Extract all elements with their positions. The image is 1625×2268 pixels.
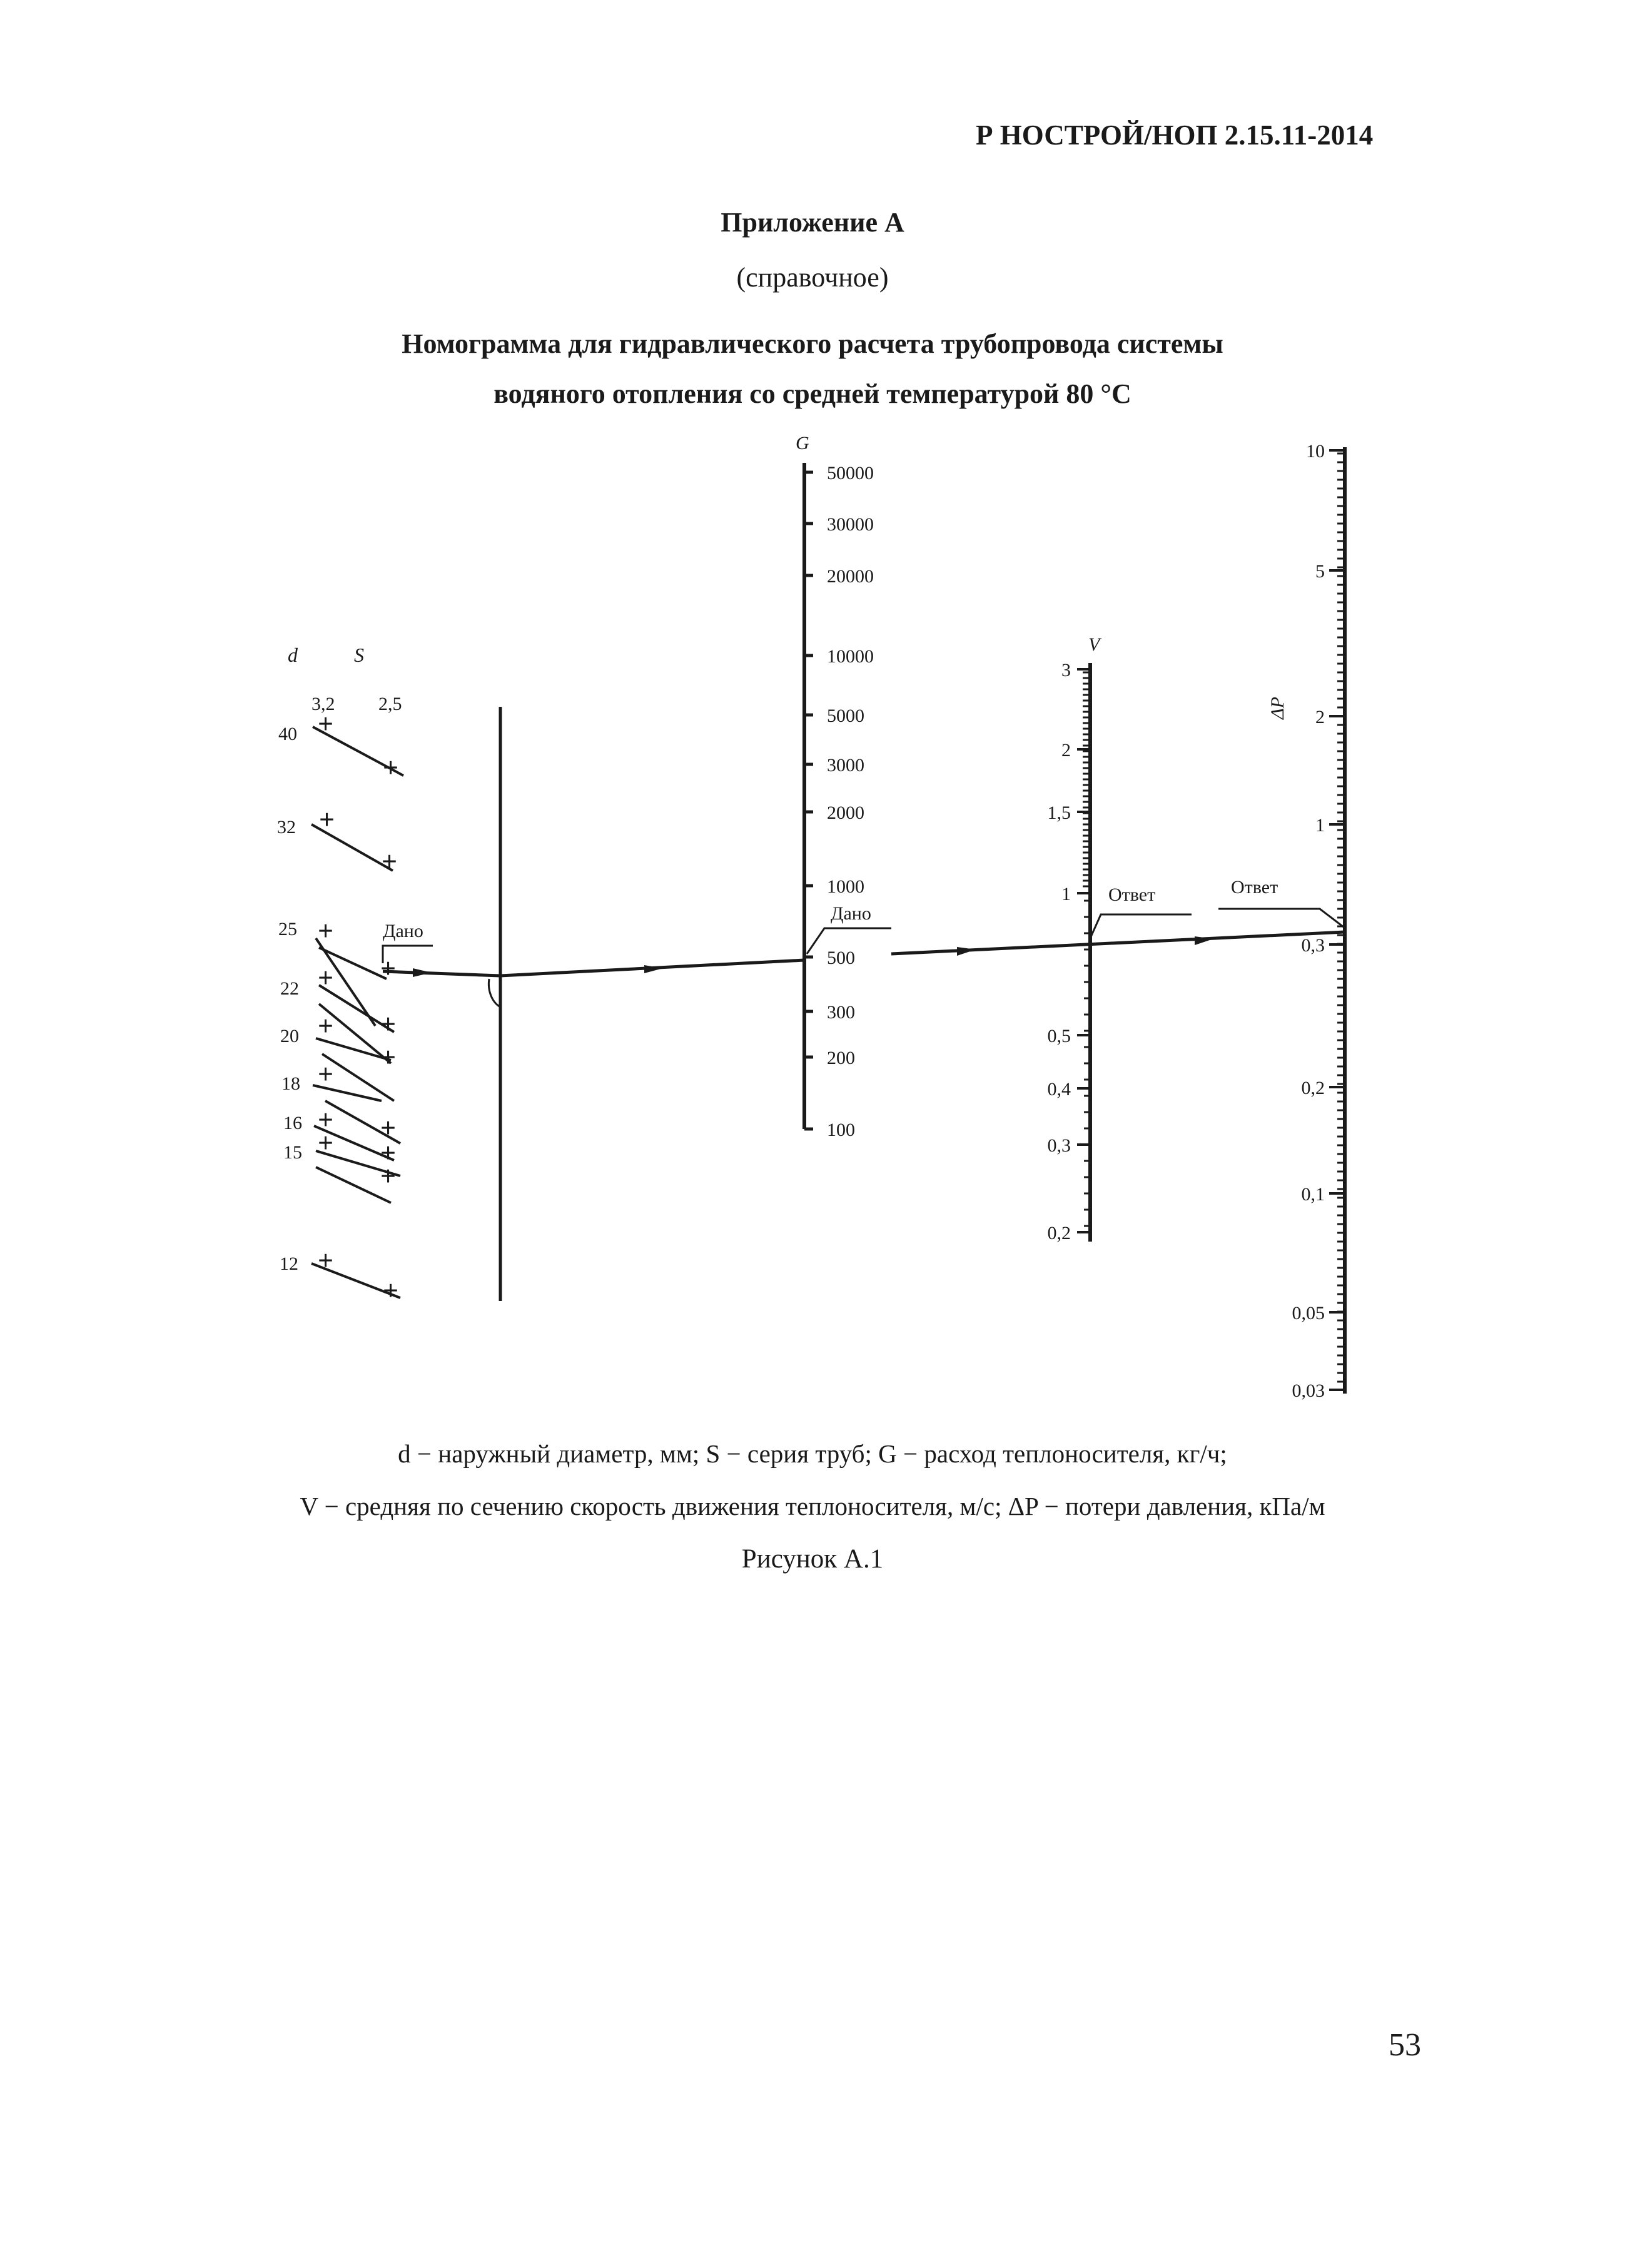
v-tick-1: 1 <box>1061 884 1071 904</box>
v-tick-3: 3 <box>1061 660 1071 681</box>
s-series-label-32: 3,2 <box>311 694 335 714</box>
svg-text:+: + <box>380 1042 397 1073</box>
svg-text:+: + <box>383 752 399 783</box>
d-label-16: 16 <box>283 1113 302 1133</box>
v-tick-labels <box>1048 660 1071 1243</box>
g-tick-5000: 5000 <box>827 706 864 726</box>
g-tick-2000: 2000 <box>827 802 864 823</box>
g-tick-100: 100 <box>827 1120 855 1140</box>
dp-scale-major-ticks <box>1329 450 1345 1390</box>
d-label-12: 12 <box>280 1253 298 1274</box>
d-label-15: 15 <box>283 1142 302 1163</box>
svg-text:+: + <box>380 953 397 984</box>
g-tick-1000: 1000 <box>827 876 864 897</box>
v-tick-0-4: 0,4 <box>1047 1079 1071 1100</box>
svg-text:+: + <box>380 1113 397 1143</box>
answer-leader-v <box>1090 914 1192 938</box>
dp-tick-5: 5 <box>1315 561 1325 582</box>
svg-text:+: + <box>380 1138 397 1168</box>
dp-axis-label: ΔP <box>1267 697 1288 719</box>
dp-tick-0-2: 0,2 <box>1301 1078 1325 1098</box>
v-tick-0-5: 0,5 <box>1047 1026 1071 1046</box>
v-tick-1-5: 1,5 <box>1047 802 1071 823</box>
svg-text:+: + <box>380 1009 397 1040</box>
svg-text:+: + <box>319 804 335 835</box>
g-tick-50000: 50000 <box>827 463 874 483</box>
d-label-18: 18 <box>281 1073 300 1094</box>
d-label-22: 22 <box>280 978 299 999</box>
s-axis-label: S <box>354 644 364 666</box>
v-tick-0-3: 0,3 <box>1047 1135 1071 1156</box>
g-tick-30000: 30000 <box>827 514 874 535</box>
svg-text:+: + <box>318 916 334 946</box>
given-label-g: Дано <box>831 903 871 924</box>
answer-label-v: Ответ <box>1108 884 1156 905</box>
svg-text:+: + <box>318 1245 334 1276</box>
d-axis-label: d <box>288 644 298 666</box>
dp-tick-0-03: 0,03 <box>1292 1380 1325 1401</box>
d-label-40: 40 <box>278 724 297 744</box>
d-label-20: 20 <box>280 1026 299 1046</box>
annex-type: (справочное) <box>736 262 889 293</box>
svg-text:+: + <box>318 1011 334 1041</box>
answer-leader-dp <box>1218 909 1344 927</box>
dp-tick-1: 1 <box>1315 815 1325 836</box>
v-tick-0-2: 0,2 <box>1047 1223 1071 1243</box>
g-tick-labels <box>827 463 874 1140</box>
pipe-markers <box>318 709 398 1306</box>
figure-title-line1: Номограмма для гидравлического расчета трубопровода системы <box>402 328 1223 359</box>
g-tick-20000: 20000 <box>827 566 874 587</box>
svg-text:+: + <box>318 1105 334 1135</box>
v-axis-label: V <box>1088 634 1100 655</box>
svg-text:+: + <box>318 1059 334 1090</box>
dp-tick-0-1: 0,1 <box>1301 1184 1325 1205</box>
figure-label: Рисунок А.1 <box>741 1544 884 1574</box>
d-label-25: 25 <box>278 919 297 939</box>
v-scale-major-ticks <box>1077 669 1090 1232</box>
dp-tick-labels <box>1292 441 1325 1401</box>
svg-text:+: + <box>318 1128 334 1158</box>
given-label-d: Дано <box>383 921 423 941</box>
g-tick-10000: 10000 <box>827 646 874 667</box>
s-series-label-25: 2,5 <box>378 694 402 714</box>
dp-tick-0-3: 0,3 <box>1301 935 1325 956</box>
v-tick-2: 2 <box>1061 740 1071 761</box>
figure-title-line2: водяного отопления со средней температурой 80 °С <box>494 378 1131 409</box>
dp-tick-2: 2 <box>1315 707 1325 727</box>
caption-line-1: d − наружный диаметр, мм; S − серия труб; G − расход теплоносителя, кг/ч; <box>398 1439 1227 1468</box>
svg-text:+: + <box>318 709 334 739</box>
svg-text:+: + <box>318 963 334 993</box>
caption-line-2: V − средняя по сечению скорость движения теплоносителя, м/с; ΔP − потери давления, кПа/м <box>300 1492 1325 1521</box>
g-tick-200: 200 <box>827 1048 855 1068</box>
page-number: 53 <box>1389 2027 1421 2063</box>
example-path <box>383 932 1345 1007</box>
dp-tick-0-05: 0,05 <box>1292 1303 1325 1324</box>
d-label-32: 32 <box>277 817 296 838</box>
dp-tick-10: 10 <box>1306 441 1325 462</box>
annex-title: Приложение А <box>721 207 904 238</box>
dp-scale-minor-ticks <box>1337 453 1345 1382</box>
g-axis-label: G <box>796 433 809 453</box>
document-code: Р НОСТРОЙ/НОП 2.15.11-2014 <box>976 119 1374 151</box>
g-tick-3000: 3000 <box>827 755 864 776</box>
svg-text:+: + <box>380 1161 397 1192</box>
svg-text:+: + <box>383 1275 399 1306</box>
answer-label-dp: Ответ <box>1231 877 1278 898</box>
g-tick-300: 300 <box>827 1002 855 1023</box>
g-tick-500: 500 <box>827 948 855 968</box>
svg-text:+: + <box>382 846 398 877</box>
